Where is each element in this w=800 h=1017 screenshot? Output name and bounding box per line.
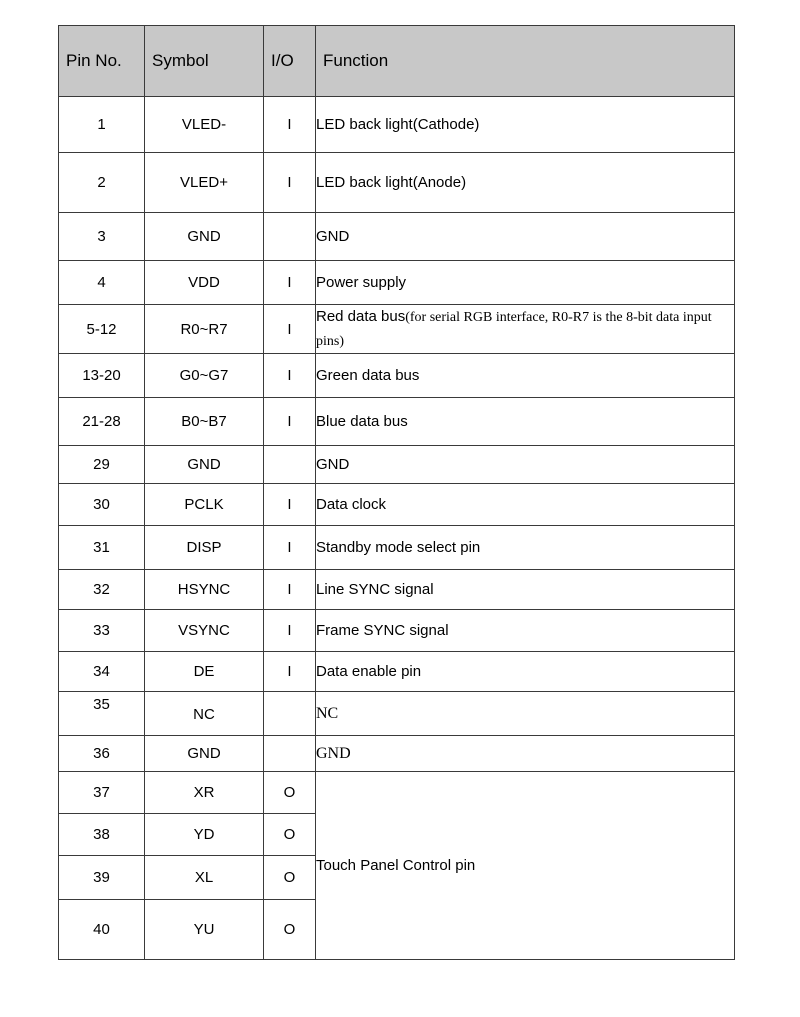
pin-symbol: VLED- xyxy=(145,97,264,153)
pin-symbol: R0~R7 xyxy=(145,305,264,354)
table-row xyxy=(59,570,735,610)
table-row xyxy=(59,772,735,814)
pin-number: 31 xyxy=(59,526,145,570)
pin-symbol: DE xyxy=(145,652,264,692)
pin-symbol: VDD xyxy=(145,261,264,305)
pin-function: GND xyxy=(316,736,735,772)
pin-io: I xyxy=(264,354,316,398)
pin-io: I xyxy=(264,153,316,213)
pin-symbol: B0~B7 xyxy=(145,398,264,446)
pin-function: NC xyxy=(316,692,735,736)
pin-io: I xyxy=(264,570,316,610)
pin-function: GND xyxy=(316,213,735,261)
table-row xyxy=(59,398,735,446)
pin-function: GND xyxy=(316,446,735,484)
pin-symbol: YD xyxy=(145,814,264,856)
pin-number: 38 xyxy=(59,814,145,856)
pin-io: I xyxy=(264,526,316,570)
pin-symbol: HSYNC xyxy=(145,570,264,610)
pin-io: I xyxy=(264,305,316,354)
pin-symbol: GND xyxy=(145,446,264,484)
pin-number: 2 xyxy=(59,153,145,213)
pin-number: 21-28 xyxy=(59,398,145,446)
pin-function: Data clock xyxy=(316,484,735,526)
pin-io: I xyxy=(264,261,316,305)
table-row xyxy=(59,153,735,213)
header-io: I/O xyxy=(264,26,316,97)
pin-io: I xyxy=(264,610,316,652)
pin-io: I xyxy=(264,97,316,153)
table-row xyxy=(59,354,735,398)
pin-number: 33 xyxy=(59,610,145,652)
pin-function: Line SYNC signal xyxy=(316,570,735,610)
pin-function: Power supply xyxy=(316,261,735,305)
table-row xyxy=(59,652,735,692)
pin-symbol: XR xyxy=(145,772,264,814)
pin-io: O xyxy=(264,772,316,814)
pin-io: O xyxy=(264,856,316,900)
pin-io: I xyxy=(264,652,316,692)
pin-number: 37 xyxy=(59,772,145,814)
pin-symbol: XL xyxy=(145,856,264,900)
pin-number: 36 xyxy=(59,736,145,772)
pin-io xyxy=(264,736,316,772)
pin-function: LED back light(Cathode) xyxy=(316,97,735,153)
pin-symbol: VSYNC xyxy=(145,610,264,652)
table-row xyxy=(59,526,735,570)
pin-io: O xyxy=(264,900,316,960)
pin-number: 39 xyxy=(59,856,145,900)
pin-number: 35 xyxy=(59,692,145,736)
pin-number: 29 xyxy=(59,446,145,484)
pin-io: I xyxy=(264,484,316,526)
table-row xyxy=(59,484,735,526)
pin-number: 30 xyxy=(59,484,145,526)
header-symbol: Symbol xyxy=(145,26,264,97)
function-note: (for serial RGB interface, R0-R7 is the 8-bit data input pins) xyxy=(316,310,712,349)
table-row xyxy=(59,692,735,736)
table-row xyxy=(59,213,735,261)
pin-symbol: DISP xyxy=(145,526,264,570)
pin-function: Green data bus xyxy=(316,354,735,398)
pin-number: 5-12 xyxy=(59,305,145,354)
pin-symbol: YU xyxy=(145,900,264,960)
pin-symbol: GND xyxy=(145,736,264,772)
table-row xyxy=(59,736,735,772)
pin-number: 1 xyxy=(59,97,145,153)
pin-io: I xyxy=(264,398,316,446)
pin-number: 4 xyxy=(59,261,145,305)
pin-number: 32 xyxy=(59,570,145,610)
pin-number: 3 xyxy=(59,213,145,261)
pin-number: 13-20 xyxy=(59,354,145,398)
pin-function: LED back light(Anode) xyxy=(316,153,735,213)
header-pin-no: Pin No. xyxy=(59,26,145,97)
touch-panel-function: Touch Panel Control pin xyxy=(316,772,735,960)
pin-number: 40 xyxy=(59,900,145,960)
pin-function: Data enable pin xyxy=(316,652,735,692)
pin-function: Blue data bus xyxy=(316,398,735,446)
pin-io xyxy=(264,213,316,261)
pin-symbol: VLED+ xyxy=(145,153,264,213)
pin-symbol: G0~G7 xyxy=(145,354,264,398)
table-header-row xyxy=(59,26,735,97)
pin-io xyxy=(264,446,316,484)
pin-io: O xyxy=(264,814,316,856)
table-row xyxy=(59,97,735,153)
table-row xyxy=(59,261,735,305)
table-row xyxy=(59,305,735,354)
table-row xyxy=(59,610,735,652)
pin-function xyxy=(316,305,735,354)
pin-function: Standby mode select pin xyxy=(316,526,735,570)
header-function: Function xyxy=(316,26,735,97)
pin-assignment-table xyxy=(58,25,735,960)
pin-symbol: GND xyxy=(145,213,264,261)
pin-number: 34 xyxy=(59,652,145,692)
function-text: Red data bus xyxy=(316,308,406,325)
table-row xyxy=(59,446,735,484)
pin-symbol: NC xyxy=(145,692,264,736)
pin-symbol: PCLK xyxy=(145,484,264,526)
pin-function: Frame SYNC signal xyxy=(316,610,735,652)
pin-io xyxy=(264,692,316,736)
